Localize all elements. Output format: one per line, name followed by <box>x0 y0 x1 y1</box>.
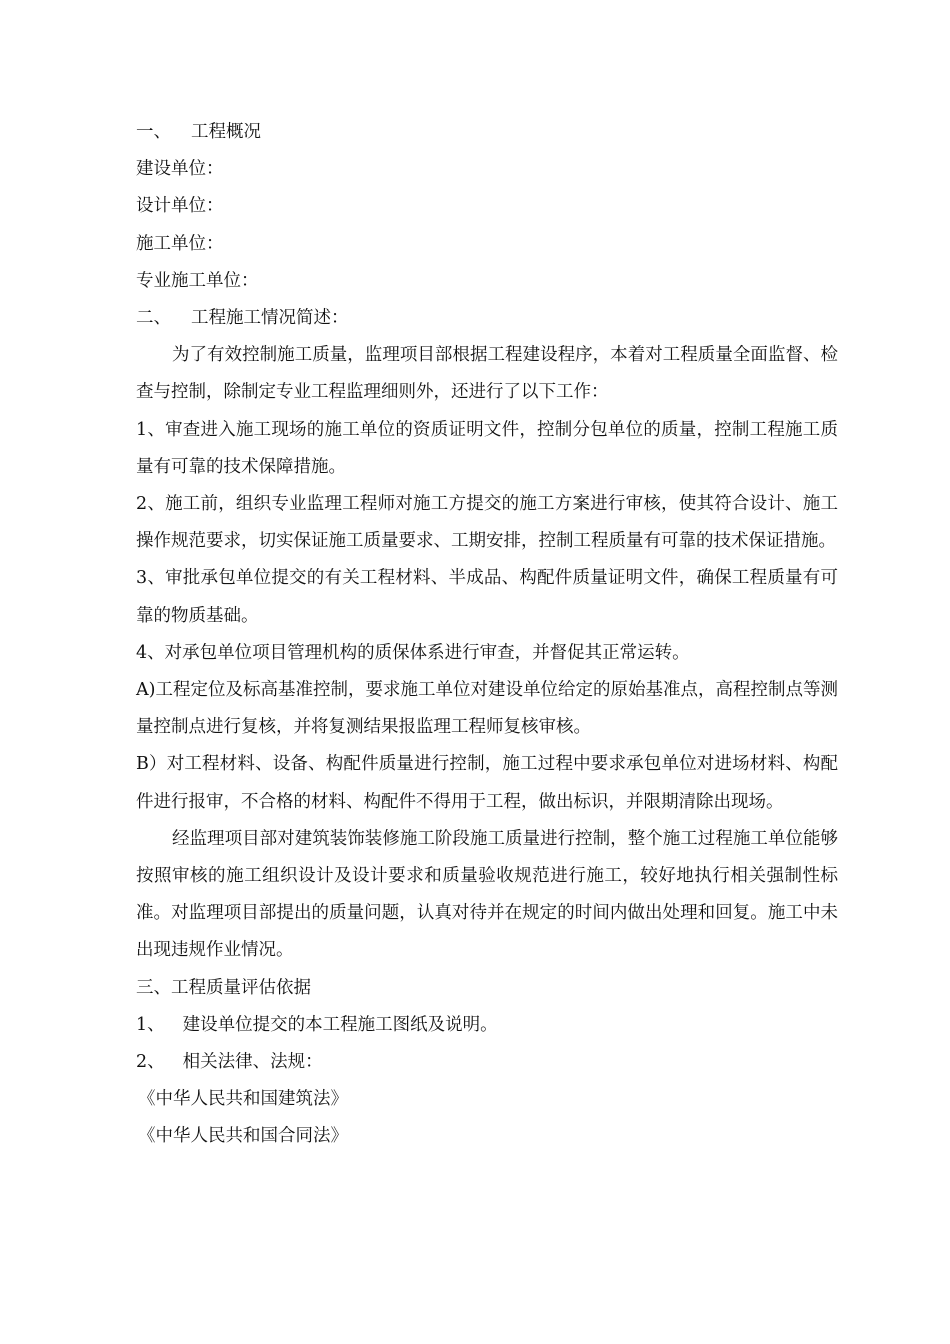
section-2-number: 二、 <box>136 307 171 328</box>
basis-item-1-number: 1、 <box>136 1014 165 1035</box>
basis-item-2-text: 相关法律、法规： <box>182 1051 323 1072</box>
section-2-title: 工程施工情况简述： <box>191 307 349 328</box>
section-1-heading <box>136 114 838 151</box>
work-item-1: 1、审查进入施工现场的施工单位的资质证明文件，控制分包单位的质量，控制工程施工质量有可靠的技术保障措施。 <box>136 419 838 477</box>
section-2-summary: 经监理项目部对建筑装饰装修施工阶段施工质量进行控制，整个施工过程施工单位能够按照审核的施工组织设计及设计要求和质量验收规范进行施工，较好地执行相关强制性标准。对监理项目部提出的质量问题，认真对待并在规定的时间内做出处理和回复。施工中未出现违规作业情况。 <box>136 828 838 961</box>
document-body <box>136 114 838 1156</box>
basis-item-2-number: 2、 <box>136 1051 165 1072</box>
section-2-intro: 为了有效控制施工质量，监理项目部根据工程建设程序，本着对工程质量全面监督、检查与控制，除制定专业工程监理细则外，还进行了以下工作： <box>136 345 838 403</box>
section-1-title: 工程概况 <box>191 122 261 142</box>
section-1-number: 一、 <box>136 122 171 142</box>
section-3-heading: 三、工程质量评估依据 <box>136 977 311 998</box>
field-builder-unit: 施工单位： <box>136 233 224 254</box>
field-design-unit: 设计单位： <box>136 196 224 217</box>
field-construction-unit: 建设单位： <box>136 159 224 180</box>
work-item-a: A)工程定位及标高基准控制，要求施工单位对建设单位给定的原始基准点，高程控制点等测量控制点进行复核，并将复测结果报监理工程师复核审核。 <box>136 679 838 738</box>
work-item-4: 4、对承包单位项目管理机构的质保体系进行审查，并督促其正常运转。 <box>136 642 690 663</box>
law-contract: 《中华人民共和国合同法》 <box>138 1126 348 1147</box>
section-2-heading <box>136 300 838 337</box>
field-specialty-builder-unit: 专业施工单位： <box>136 270 259 291</box>
work-item-3: 3、审批承包单位提交的有关工程材料、半成品、构配件质量证明文件，确保工程质量有可靠的物质基础。 <box>136 568 838 626</box>
basis-item-2 <box>136 1044 838 1081</box>
law-construction: 《中华人民共和国建筑法》 <box>138 1089 348 1110</box>
work-item-b: B）对工程材料、设备、构配件质量进行控制，施工过程中要求承包单位对进场材料、构配件进行报审，不合格的材料、构配件不得用于工程，做出标识，并限期清除出现场。 <box>136 754 838 812</box>
basis-item-1-text: 建设单位提交的本工程施工图纸及说明。 <box>182 1014 498 1035</box>
basis-item-1 <box>136 1007 838 1044</box>
work-item-2: 2、施工前，组织专业监理工程师对施工方提交的施工方案进行审核，使其符合设计、施工操作规范要求，切实保证施工质量要求、工期安排，控制工程质量有可靠的技术保证措施。 <box>136 493 838 552</box>
